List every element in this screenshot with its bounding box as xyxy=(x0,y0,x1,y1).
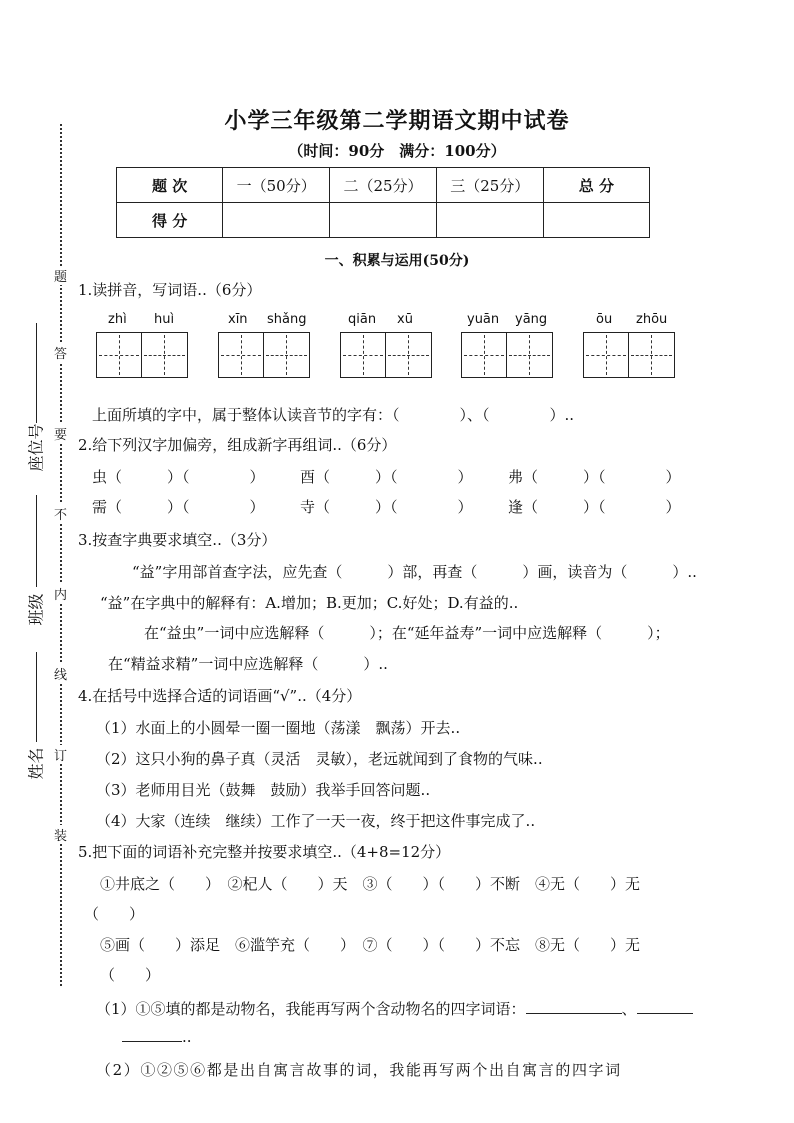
q1-pinyin-1a: zhì xyxy=(108,312,127,327)
q1-followup: 上面所填的字中，属于整体认读音节的字有：（ ）、（ ）.. xyxy=(92,406,575,424)
q2-item-5: 寺（ ）（ ） xyxy=(300,498,473,516)
q4-item-2: （2）这只小狗的鼻子真（灵活 灵敏），老远就闻到了食物的气味.. xyxy=(96,750,543,768)
q3-prompt: 3.按查字典要求填空..（3分） xyxy=(78,531,277,549)
class-label: 班级 xyxy=(26,593,46,626)
score-table-header-row xyxy=(117,168,650,203)
score-cell-total[interactable] xyxy=(543,203,649,238)
q1-writing-grid-3[interactable] xyxy=(340,332,432,378)
q1-pinyin-3b: xū xyxy=(397,312,413,327)
binding-char-6: 线 xyxy=(54,664,67,683)
score-cell-part2[interactable] xyxy=(330,203,437,238)
binding-char-8: 装 xyxy=(54,825,67,844)
score-header-part2: 二（25分） xyxy=(330,168,437,203)
q3-line-1: “益”字用部首查字法，应先查（ ）部，再查（ ）画，读音为（ ）.. xyxy=(132,563,697,581)
binding-char-7: 订 xyxy=(54,745,67,764)
q5-line-1: ①井底之（ ） ②杞人（ ）天 ③（ ）（ ）不断 ④无（ ）无 xyxy=(100,875,641,893)
q2-item-2: 酉（ ）（ ） xyxy=(300,468,473,486)
binding-char-3: 要 xyxy=(54,424,67,443)
score-table-score-row xyxy=(117,203,650,238)
binding-char-1: 题 xyxy=(54,266,67,285)
q3-line-3: 在“益虫”一词中应选解释（ ）；在“延年益寿”一词中应选解释（ ）； xyxy=(144,624,670,642)
q1-pinyin-2b: shǎng xyxy=(267,312,307,327)
q1-writing-grid-2[interactable] xyxy=(218,332,310,378)
q2-item-6: 逢（ ）（ ） xyxy=(508,498,681,516)
seat-label: 座位号 xyxy=(26,423,46,472)
q5-sub-1-blank-2[interactable] xyxy=(637,1013,693,1014)
q5-line-2-wrap: （ ） xyxy=(100,966,161,984)
seat-underline xyxy=(36,323,37,423)
q1-pinyin-4a: yuān xyxy=(467,312,500,327)
exam-title: 小学三年级第二学期语文期中试卷 xyxy=(224,108,570,134)
q1-writing-grid-5[interactable] xyxy=(583,332,675,378)
q1-pinyin-1b: huì xyxy=(154,312,175,327)
q5-sub-2: （2）①②⑤⑥都是出自寓言故事的词，我能再写两个出自寓言的四字词 xyxy=(96,1061,622,1079)
q5-sub-1-text: （1）①⑤填的都是动物名，我能再写两个含动物名的四字词语： xyxy=(96,1000,526,1018)
score-table xyxy=(116,167,650,238)
exam-subtitle: （时间：90分 满分：100分） xyxy=(288,142,506,160)
q2-item-4: 需（ ）（ ） xyxy=(92,498,265,516)
score-header-part1: 一（50分） xyxy=(223,168,330,203)
q1-prompt: 1.读拼音，写词语..（6分） xyxy=(78,281,262,299)
score-header-total: 总 分 xyxy=(543,168,649,203)
q1-writing-grid-1[interactable] xyxy=(96,332,188,378)
q5-sub-1-separator: 、 xyxy=(621,1000,637,1018)
q5-sub-1-end: .. xyxy=(182,1028,192,1046)
binding-char-2: 答 xyxy=(54,343,67,362)
q2-prompt: 2.给下列汉字加偏旁，组成新字再组词..（6分） xyxy=(78,436,397,454)
q4-item-4: （4）大家（连续 继续）工作了一天一夜，终于把这件事完成了.. xyxy=(96,812,536,830)
score-cell-part3[interactable] xyxy=(436,203,543,238)
q5-sub-1 xyxy=(96,998,693,1019)
score-header-part3: 三（25分） xyxy=(436,168,543,203)
q5-line-1-wrap: （ ） xyxy=(84,905,145,923)
q3-line-4: 在“精益求精”一词中应选解释（ ）.. xyxy=(108,655,388,673)
score-row-label: 得 分 xyxy=(117,203,223,238)
score-header-label: 题 次 xyxy=(117,168,223,203)
q4-item-3: （3）老师用目光（鼓舞 鼓励）我举手回答问题.. xyxy=(96,781,431,799)
q2-item-1: 虫（ ）（ ） xyxy=(92,468,265,486)
q1-pinyin-2a: xīn xyxy=(228,312,248,327)
q4-item-1: （1）水面上的小圆晕一圈一圈地（荡漾 飘荡）开去.. xyxy=(96,719,461,737)
q5-prompt: 5.把下面的词语补充完整并按要求填空..（4+8=12分） xyxy=(78,843,451,861)
name-underline xyxy=(36,652,37,742)
name-label: 姓名 xyxy=(26,747,46,780)
q5-sub-1-continued xyxy=(122,1028,192,1046)
q1-pinyin-3a: qiān xyxy=(348,312,377,327)
binding-char-4: 不 xyxy=(54,504,67,523)
q4-prompt: 4.在括号中选择合适的词语画“√”..（4分） xyxy=(78,687,362,705)
q5-sub-1-blank-2-cont[interactable] xyxy=(122,1041,182,1042)
q1-pinyin-5a: ōu xyxy=(596,312,613,327)
q2-item-3: 弗（ ）（ ） xyxy=(508,468,681,486)
section1-heading: 一、积累与运用(50分) xyxy=(324,253,470,269)
class-underline xyxy=(36,495,37,587)
q5-sub-1-blank-1[interactable] xyxy=(526,1013,622,1014)
score-cell-part1[interactable] xyxy=(223,203,330,238)
binding-char-5: 内 xyxy=(54,584,67,603)
q5-line-2: ⑤画（ ）添足 ⑥滥竽充（ ） ⑦（ ）（ ）不忘 ⑧无（ ）无 xyxy=(100,936,641,954)
q3-line-2: “益”在字典中的解释有：A.增加；B.更加；C.好处；D.有益的.. xyxy=(100,594,519,612)
q1-pinyin-5b: zhōu xyxy=(636,312,668,327)
q1-writing-grid-4[interactable] xyxy=(461,332,553,378)
q1-pinyin-4b: yāng xyxy=(515,312,548,327)
